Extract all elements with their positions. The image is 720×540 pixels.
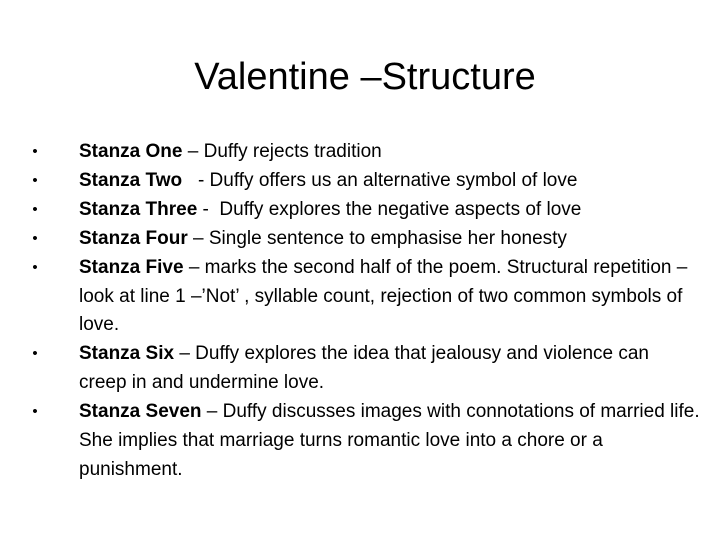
stanza-label: Stanza One [79, 141, 183, 162]
bullet-item [30, 225, 700, 254]
bullet-icon: • [32, 258, 38, 276]
stanza-label: Stanza Three [79, 198, 198, 220]
bullet-icon: • [32, 229, 38, 247]
bullet-list [30, 138, 711, 485]
stanza-label: Stanza Five [79, 256, 184, 278]
bullet-icon: • [32, 200, 38, 218]
slide-title: Valentine –Structure [194, 56, 536, 98]
bullet-icon: • [32, 143, 38, 160]
bullet-item [30, 398, 711, 485]
stanza-label: Stanza Two [79, 169, 183, 191]
bullet-item [30, 138, 700, 167]
stanza-label: Stanza Seven [79, 401, 202, 423]
stanza-description: – Single sentence to emphasise her honesty [187, 227, 567, 249]
stanza-description: – marks the second half of the poem. Structural repetition – look at line 1 –’Not’ , syllable count, rejection of two common symbols of love. [79, 256, 693, 336]
stanza-description: – Duffy discusses images with connotations of married life. She implies that marriage turns romantic love into a chore or a punishment. [79, 401, 711, 480]
bullet-item [30, 167, 700, 196]
bullet-item [30, 340, 700, 398]
stanza-description: – Duffy explores the idea that jealousy and violence can creep in and undermine love. [79, 343, 655, 394]
bullet-item [30, 196, 700, 225]
stanza-description: - Duffy offers us an alternative symbol of love [182, 169, 578, 191]
stanza-description: – Duffy rejects tradition [182, 141, 382, 162]
bullet-icon: • [32, 403, 38, 421]
stanza-label: Stanza Four [79, 227, 188, 249]
bullet-item [30, 254, 700, 341]
stanza-description: - Duffy explores the negative aspects of love [197, 198, 582, 220]
stanza-label: Stanza Six [79, 343, 175, 365]
bullet-icon: • [32, 171, 38, 189]
bullet-icon: • [32, 345, 38, 363]
